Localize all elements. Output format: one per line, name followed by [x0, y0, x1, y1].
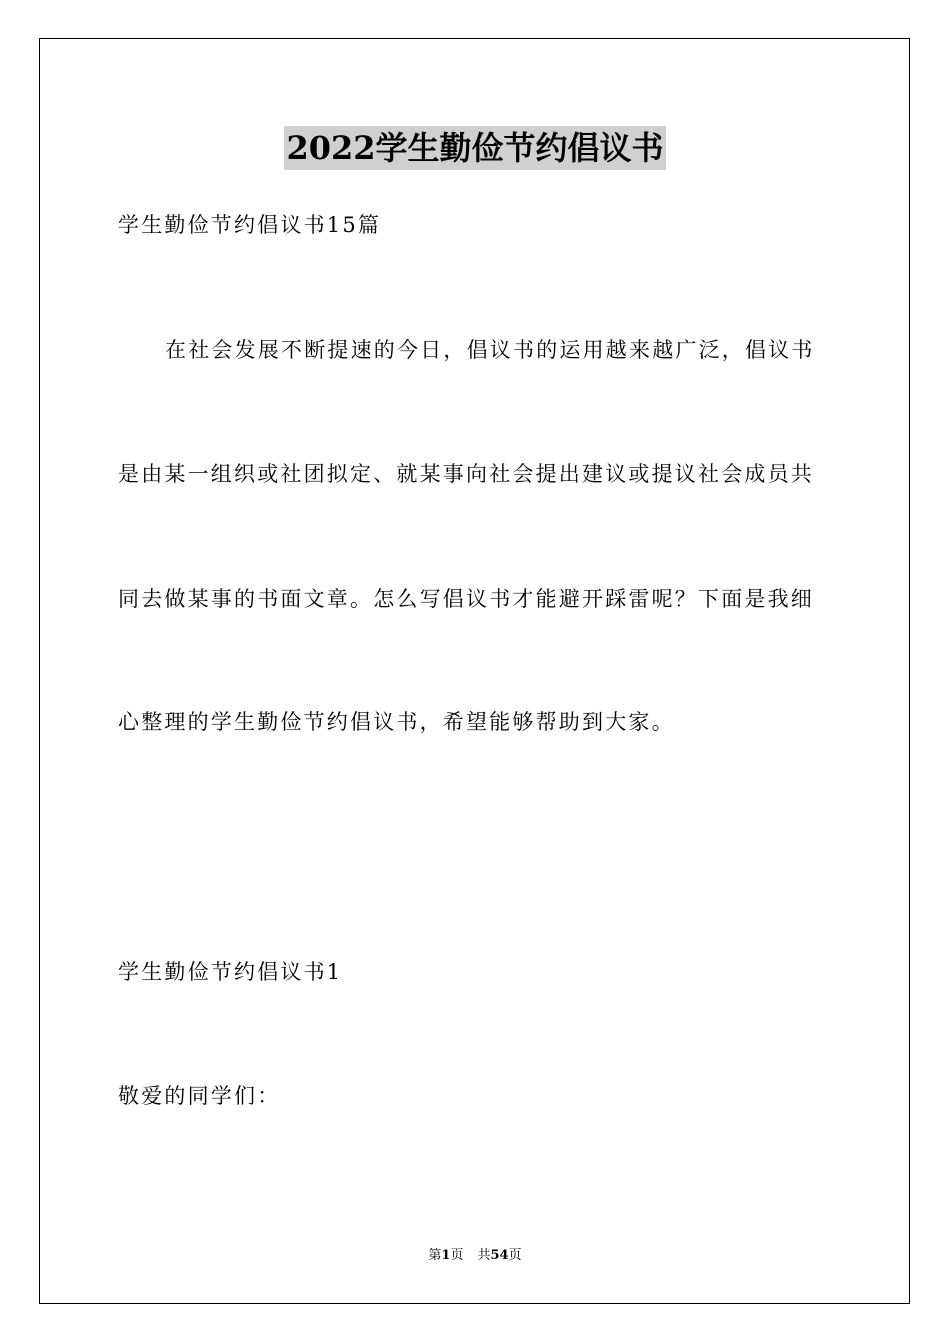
page-footer [0, 1247, 950, 1265]
document-subtitle: 学生勤俭节约倡议书15篇 [118, 213, 382, 237]
intro-paragraph-line-4: 心整理的学生勤俭节约倡议书，希望能够帮助到大家。 [118, 710, 675, 734]
document-title: 2022学生勤俭节约倡议书 [284, 126, 665, 170]
page-suffix: 页 [450, 1248, 464, 1263]
total-suffix: 页 [508, 1248, 522, 1263]
total-prefix: 共 [477, 1248, 491, 1263]
letter-greeting: 敬爱的同学们： [118, 1084, 281, 1108]
intro-paragraph-line-3: 同去做某事的书面文章。怎么写倡议书才能避开踩雷呢？下面是我细 [118, 587, 814, 611]
page-number: 1 [441, 1248, 451, 1263]
intro-paragraph-line-2: 是由某一组织或社团拟定、就某事向社会提出建议或提议社会成员共 [118, 462, 814, 486]
title-container [0, 126, 950, 170]
total-pages: 54 [490, 1248, 509, 1263]
intro-paragraph-line-1: 在社会发展不断提速的今日，倡议书的运用越来越广泛，倡议书 [165, 338, 815, 362]
section-heading: 学生勤俭节约倡议书1 [118, 960, 343, 984]
page-prefix: 第 [428, 1248, 442, 1263]
